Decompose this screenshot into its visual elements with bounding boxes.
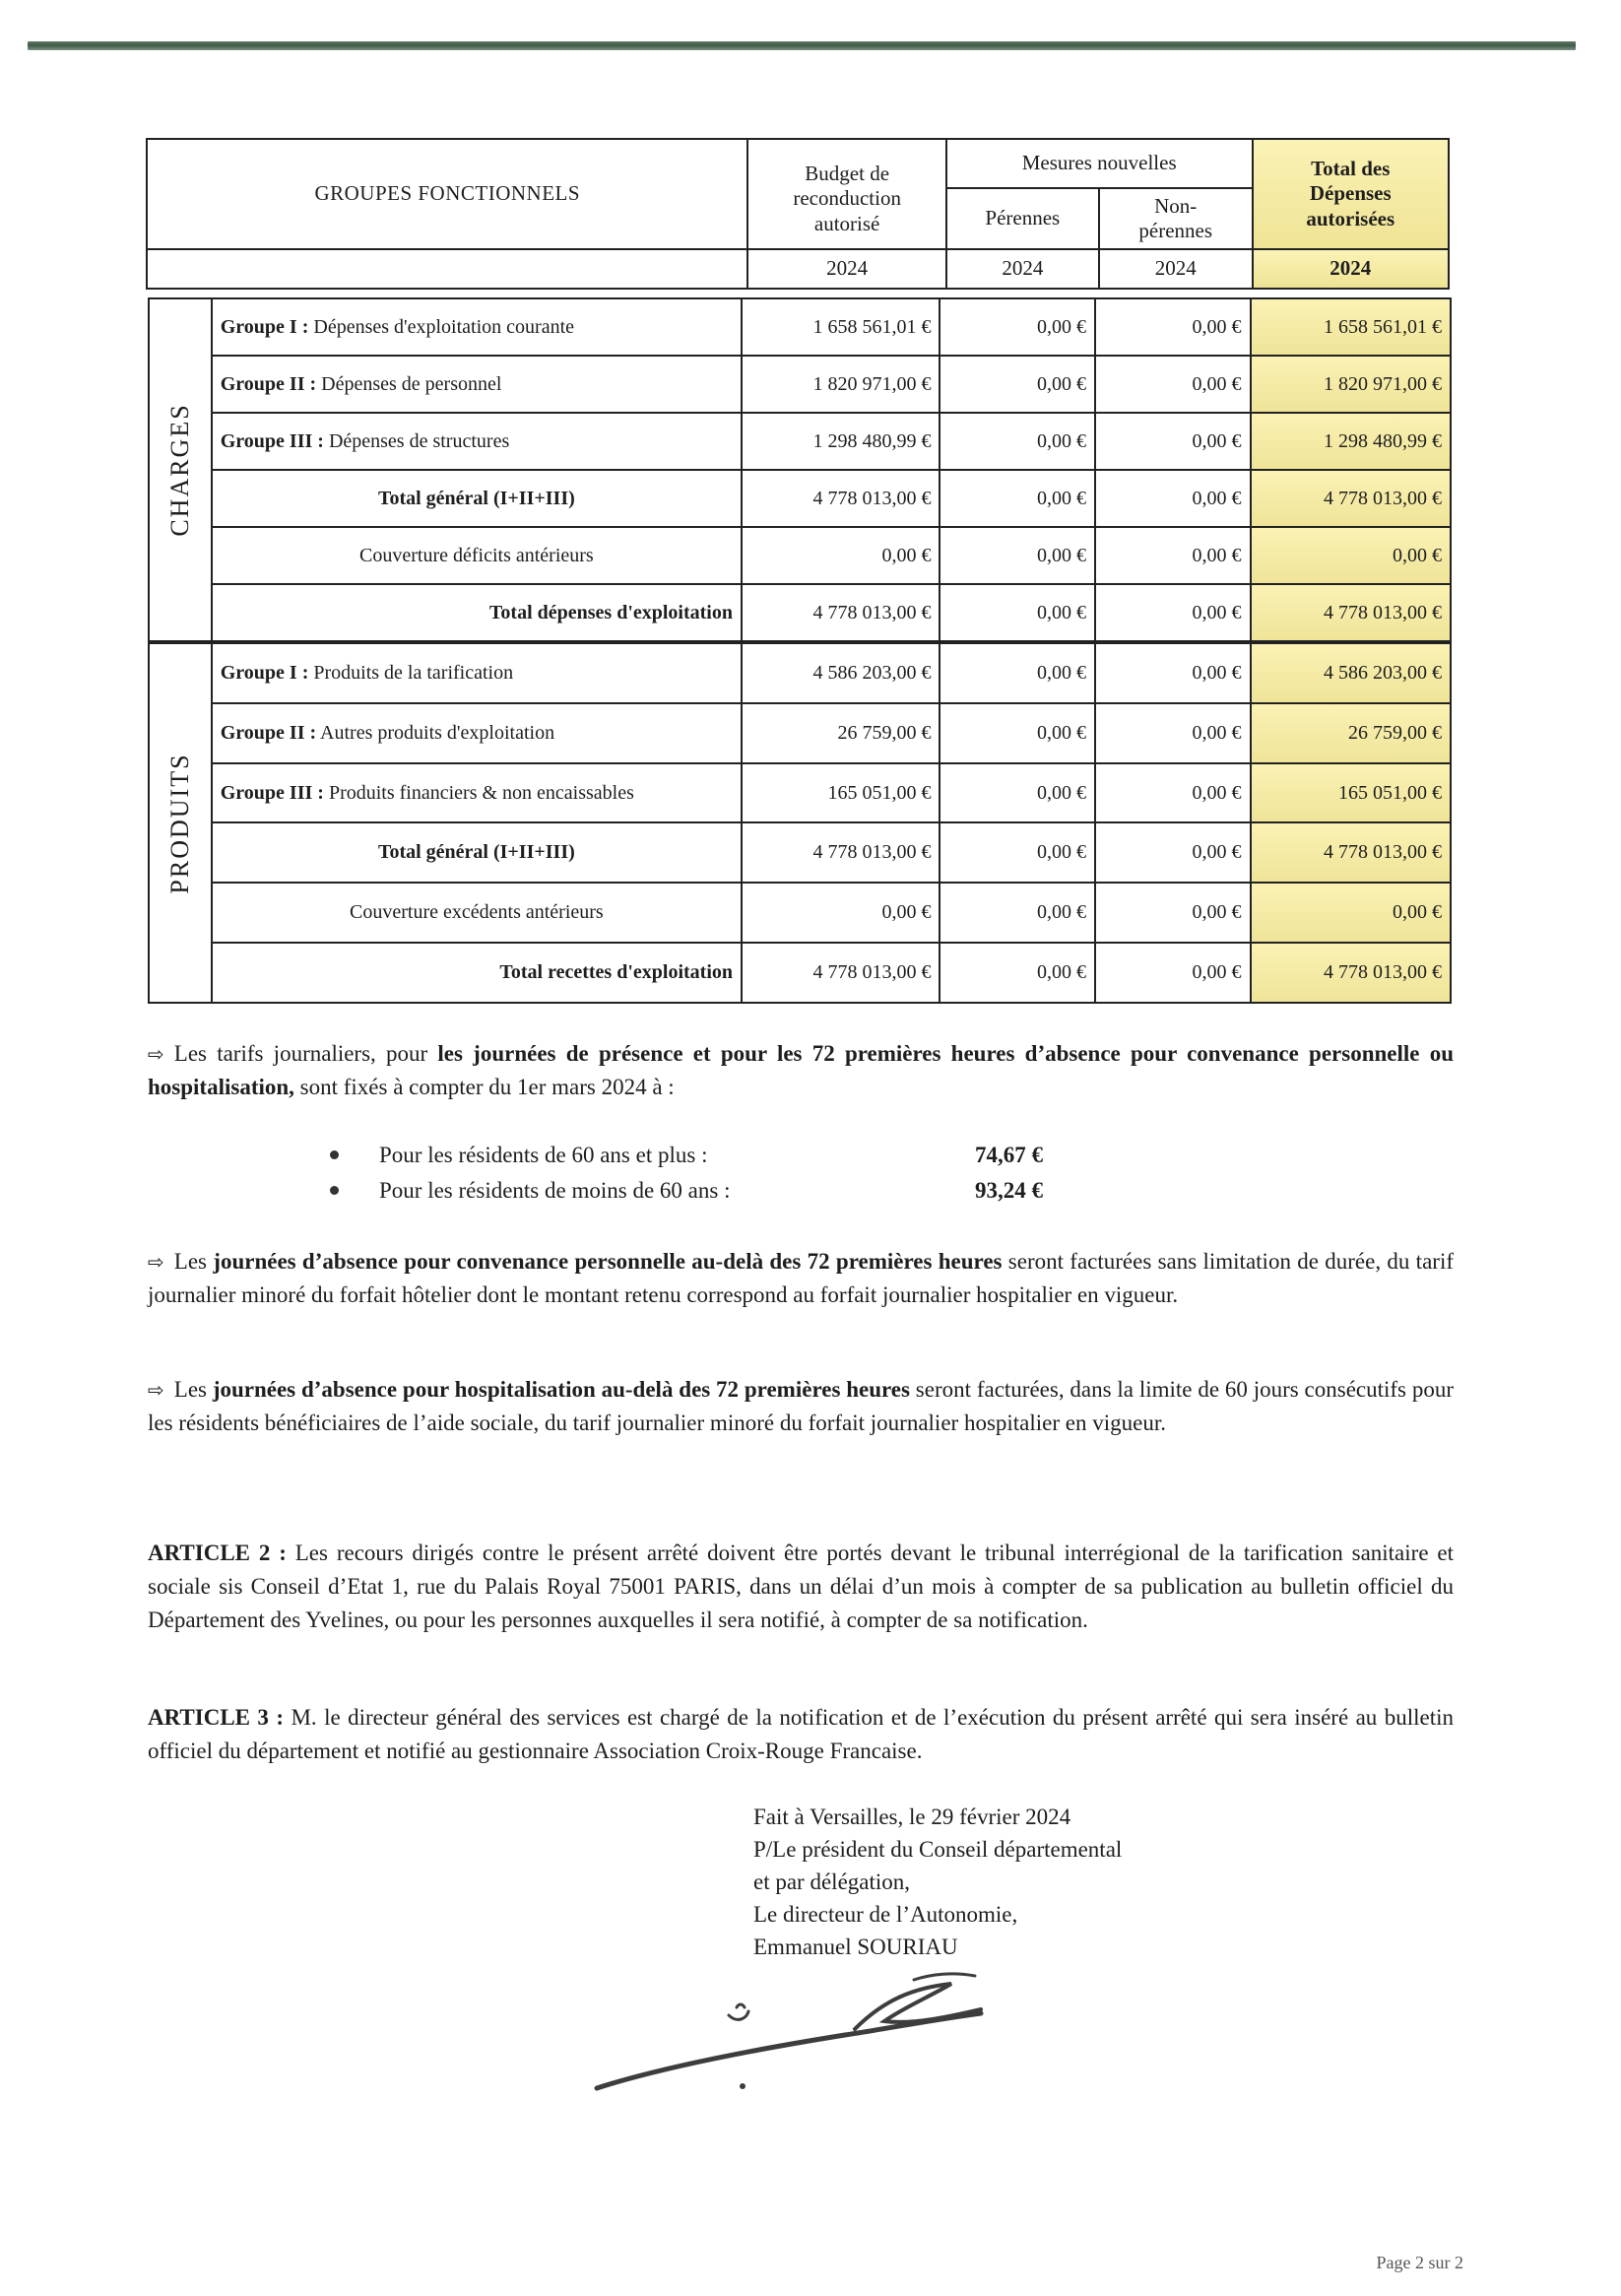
row-label bbox=[212, 883, 742, 943]
cell-budget: 4 778 013,00 € bbox=[742, 943, 940, 1003]
article2-text: Les recours dirigés contre le présent arrêté doivent être portés devant le tribunal interrégional de la tarification sanitaire et sociale sis Conseil d’Etat 1, rue du Palais Royal 75001 PARIS, dans un délai d’un mois à compter de sa publication au bulletin officiel du Département des Yvelines, ou pour les personnes auxquelles il sera notifié, à compter de sa notification. bbox=[148, 1541, 1454, 1632]
arrow-icon: ⇨ bbox=[148, 1250, 164, 1274]
table-row bbox=[149, 298, 1451, 356]
table-row bbox=[149, 943, 1451, 1003]
paragraph3-text1: Les bbox=[173, 1377, 213, 1402]
signature-line: Emmanuel SOURIAU bbox=[753, 1935, 958, 1959]
header-budget bbox=[747, 139, 945, 249]
row-description: Autres produits d'exploitation bbox=[316, 721, 555, 744]
signature-line: P/Le président du Conseil départemental bbox=[753, 1837, 1123, 1862]
article3-text: M. le directeur général des services est chargé de la notification et de l’exécution du présent arrêté qui sera inséré au bulletin officiel du département et notifié au gestionnaire Association Croix-Rouge Francaise. bbox=[148, 1705, 1454, 1763]
cell-budget: 165 051,00 € bbox=[742, 763, 940, 823]
arrow-icon: ⇨ bbox=[148, 1042, 164, 1066]
paragraph1-bold: les journées de présence et pour les 72 premières heures d’absence pour convenance personnelle ou hospitalisation, bbox=[148, 1041, 1454, 1099]
row-description: Dépenses d'exploitation courante bbox=[308, 315, 575, 338]
cell-budget: 0,00 € bbox=[742, 527, 940, 584]
cell-perennes: 0,00 € bbox=[940, 643, 1095, 703]
cell-non-perennes: 0,00 € bbox=[1095, 584, 1251, 641]
section-label-cell bbox=[149, 643, 212, 1003]
row-label bbox=[212, 298, 742, 356]
cell-budget: 4 778 013,00 € bbox=[742, 822, 940, 883]
row-label bbox=[212, 643, 742, 703]
cell-total: 4 586 203,00 € bbox=[1251, 643, 1451, 703]
cell-budget: 4 778 013,00 € bbox=[742, 470, 940, 527]
cell-non-perennes: 0,00 € bbox=[1095, 822, 1251, 883]
signature-line: Fait à Versailles, le 29 février 2024 bbox=[753, 1804, 1071, 1829]
row-label bbox=[212, 822, 742, 883]
paragraph3-bold: journées d’absence pour hospitalisation au-delà des 72 premières heures bbox=[212, 1377, 910, 1402]
cell-perennes: 0,00 € bbox=[940, 470, 1095, 527]
cell-perennes: 0,00 € bbox=[940, 584, 1095, 641]
row-description: Couverture déficits antérieurs bbox=[359, 544, 594, 566]
cell-total: 4 778 013,00 € bbox=[1251, 584, 1451, 641]
row-description: Total recettes d'exploitation bbox=[499, 961, 733, 984]
cell-budget: 4 586 203,00 € bbox=[742, 643, 940, 703]
cell-perennes: 0,00 € bbox=[940, 527, 1095, 584]
row-description: Dépenses de personnel bbox=[316, 372, 502, 395]
table-row bbox=[149, 470, 1451, 527]
row-description: Dépenses de structures bbox=[323, 429, 510, 452]
row-group: Groupe II : bbox=[220, 721, 317, 744]
tarif-value: 93,24 € bbox=[975, 1178, 1043, 1203]
row-label bbox=[212, 943, 742, 1003]
row-label bbox=[212, 584, 742, 641]
cell-non-perennes: 0,00 € bbox=[1095, 527, 1251, 584]
cell-total: 0,00 € bbox=[1251, 883, 1451, 943]
row-group: Groupe III : bbox=[220, 429, 324, 452]
row-group: Groupe III : bbox=[220, 781, 324, 804]
table-row bbox=[149, 883, 1451, 943]
paragraph1-text2: sont fixés à compter du 1er mars 2024 à : bbox=[293, 1075, 675, 1099]
row-label bbox=[212, 527, 742, 584]
header-mesures: Mesures nouvelles bbox=[946, 139, 1253, 188]
article2-label: ARTICLE 2 : bbox=[148, 1541, 287, 1565]
article-2 bbox=[148, 1537, 1454, 1637]
cell-perennes: 0,00 € bbox=[940, 763, 1095, 823]
row-label bbox=[212, 470, 742, 527]
cell-non-perennes: 0,00 € bbox=[1095, 356, 1251, 413]
row-group: Groupe I : bbox=[220, 661, 309, 684]
cell-total: 0,00 € bbox=[1251, 527, 1451, 584]
row-description: Total dépenses d'exploitation bbox=[488, 601, 733, 623]
cell-non-perennes: 0,00 € bbox=[1095, 643, 1251, 703]
top-rule bbox=[28, 41, 1576, 50]
cell-total: 4 778 013,00 € bbox=[1251, 470, 1451, 527]
produits-table bbox=[148, 642, 1452, 1004]
row-group: Groupe I : bbox=[220, 315, 309, 338]
handwritten-signature bbox=[589, 1970, 1003, 2128]
cell-total: 1 820 971,00 € bbox=[1251, 356, 1451, 413]
bullet-icon bbox=[330, 1150, 339, 1159]
bullet-icon bbox=[330, 1186, 339, 1195]
paragraph2-text1: Les bbox=[173, 1249, 214, 1274]
article-3 bbox=[148, 1701, 1454, 1768]
cell-perennes: 0,00 € bbox=[940, 356, 1095, 413]
cell-total: 165 051,00 € bbox=[1251, 763, 1451, 823]
header-perennes: Pérennes bbox=[946, 188, 1099, 249]
paragraph1-text1: Les tarifs journaliers, pour bbox=[173, 1041, 438, 1066]
header-non-perennes-label: Non-pérennes bbox=[1138, 193, 1213, 242]
row-label bbox=[212, 763, 742, 823]
header-year-budget: 2024 bbox=[747, 249, 945, 289]
cell-budget: 1 658 561,01 € bbox=[742, 298, 940, 356]
signature-block bbox=[753, 1801, 1122, 1963]
budget-table-header bbox=[146, 138, 1450, 290]
tarif-value: 74,67 € bbox=[975, 1143, 1043, 1167]
row-description: Produits de la tarification bbox=[308, 661, 514, 684]
charges-table bbox=[148, 297, 1452, 642]
row-group: Groupe II : bbox=[220, 372, 317, 395]
row-description: Total général (I+II+III) bbox=[377, 841, 575, 864]
header-groups: GROUPES FONCTIONNELS bbox=[147, 139, 747, 249]
header-total bbox=[1253, 139, 1449, 249]
row-description: Couverture excédents antérieurs bbox=[350, 901, 604, 924]
header-year-perennes: 2024 bbox=[946, 249, 1099, 289]
table-row bbox=[149, 527, 1451, 584]
header-budget-label: Budget de reconduction autorisé bbox=[793, 162, 901, 235]
cell-budget: 0,00 € bbox=[742, 883, 940, 943]
cell-budget: 4 778 013,00 € bbox=[742, 584, 940, 641]
signature-line: et par délégation, bbox=[753, 1870, 911, 1894]
table-row bbox=[149, 643, 1451, 703]
cell-perennes: 0,00 € bbox=[940, 822, 1095, 883]
cell-budget: 1 298 480,99 € bbox=[742, 413, 940, 470]
cell-perennes: 0,00 € bbox=[940, 298, 1095, 356]
cell-perennes: 0,00 € bbox=[940, 943, 1095, 1003]
cell-perennes: 0,00 € bbox=[940, 703, 1095, 763]
section-label-cell bbox=[149, 298, 212, 641]
table-row bbox=[149, 763, 1451, 823]
section-label: CHARGES bbox=[164, 403, 194, 537]
row-description: Produits financiers & non encaissables bbox=[323, 781, 634, 804]
paragraph-absence-hospitalisation bbox=[148, 1373, 1454, 1440]
cell-perennes: 0,00 € bbox=[940, 413, 1095, 470]
table-row bbox=[149, 822, 1451, 883]
tarif-label: Pour les résidents de moins de 60 ans : bbox=[379, 1178, 731, 1203]
cell-budget: 26 759,00 € bbox=[742, 703, 940, 763]
row-description: Total général (I+II+III) bbox=[377, 487, 575, 509]
header-total-label: Total des Dépenses autorisées bbox=[1306, 157, 1395, 230]
paragraph2-bold: journées d’absence pour convenance personnelle au-delà des 72 premières heures bbox=[213, 1249, 1003, 1274]
page-number: Page 2 sur 2 bbox=[1376, 2253, 1463, 2272]
table-row bbox=[149, 413, 1451, 470]
row-label bbox=[212, 703, 742, 763]
cell-budget: 1 820 971,00 € bbox=[742, 356, 940, 413]
cell-non-perennes: 0,00 € bbox=[1095, 763, 1251, 823]
cell-non-perennes: 0,00 € bbox=[1095, 883, 1251, 943]
cell-perennes: 0,00 € bbox=[940, 883, 1095, 943]
paragraph-tarifs bbox=[148, 1037, 1454, 1104]
table-row bbox=[149, 356, 1451, 413]
header-non-perennes bbox=[1099, 188, 1253, 249]
cell-total: 4 778 013,00 € bbox=[1251, 822, 1451, 883]
cell-non-perennes: 0,00 € bbox=[1095, 413, 1251, 470]
tarif-label: Pour les résidents de 60 ans et plus : bbox=[379, 1143, 708, 1167]
header-year-blank bbox=[147, 249, 747, 289]
cell-total: 26 759,00 € bbox=[1251, 703, 1451, 763]
cell-total: 4 778 013,00 € bbox=[1251, 943, 1451, 1003]
table-row bbox=[149, 703, 1451, 763]
paragraph-absence-convenance bbox=[148, 1245, 1454, 1312]
cell-total: 1 658 561,01 € bbox=[1251, 298, 1451, 356]
section-label: PRODUITS bbox=[164, 752, 194, 894]
row-label bbox=[212, 413, 742, 470]
signature-line: Le directeur de l’Autonomie, bbox=[753, 1902, 1018, 1927]
cell-non-perennes: 0,00 € bbox=[1095, 298, 1251, 356]
header-year-non-perennes: 2024 bbox=[1099, 249, 1253, 289]
article3-label: ARTICLE 3 : bbox=[148, 1705, 285, 1730]
row-label bbox=[212, 356, 742, 413]
cell-non-perennes: 0,00 € bbox=[1095, 470, 1251, 527]
arrow-icon: ⇨ bbox=[148, 1378, 164, 1402]
header-year-total: 2024 bbox=[1253, 249, 1449, 289]
cell-non-perennes: 0,00 € bbox=[1095, 703, 1251, 763]
table-row bbox=[149, 584, 1451, 641]
cell-non-perennes: 0,00 € bbox=[1095, 943, 1251, 1003]
paragraph2-text2: seront facturées sans limitation de durée, du tarif journalier minoré du forfait hôtelier dont le montant retenu correspond au forfait journalier hospitalier en vigueur. bbox=[148, 1249, 1454, 1307]
cell-total: 1 298 480,99 € bbox=[1251, 413, 1451, 470]
paragraph3-text2: seront facturées, dans la limite de 60 jours consécutifs pour les résidents bénéficiaires de l’aide sociale, du tarif journalier minoré du forfait journalier hospitalier en vigueur. bbox=[148, 1377, 1454, 1435]
